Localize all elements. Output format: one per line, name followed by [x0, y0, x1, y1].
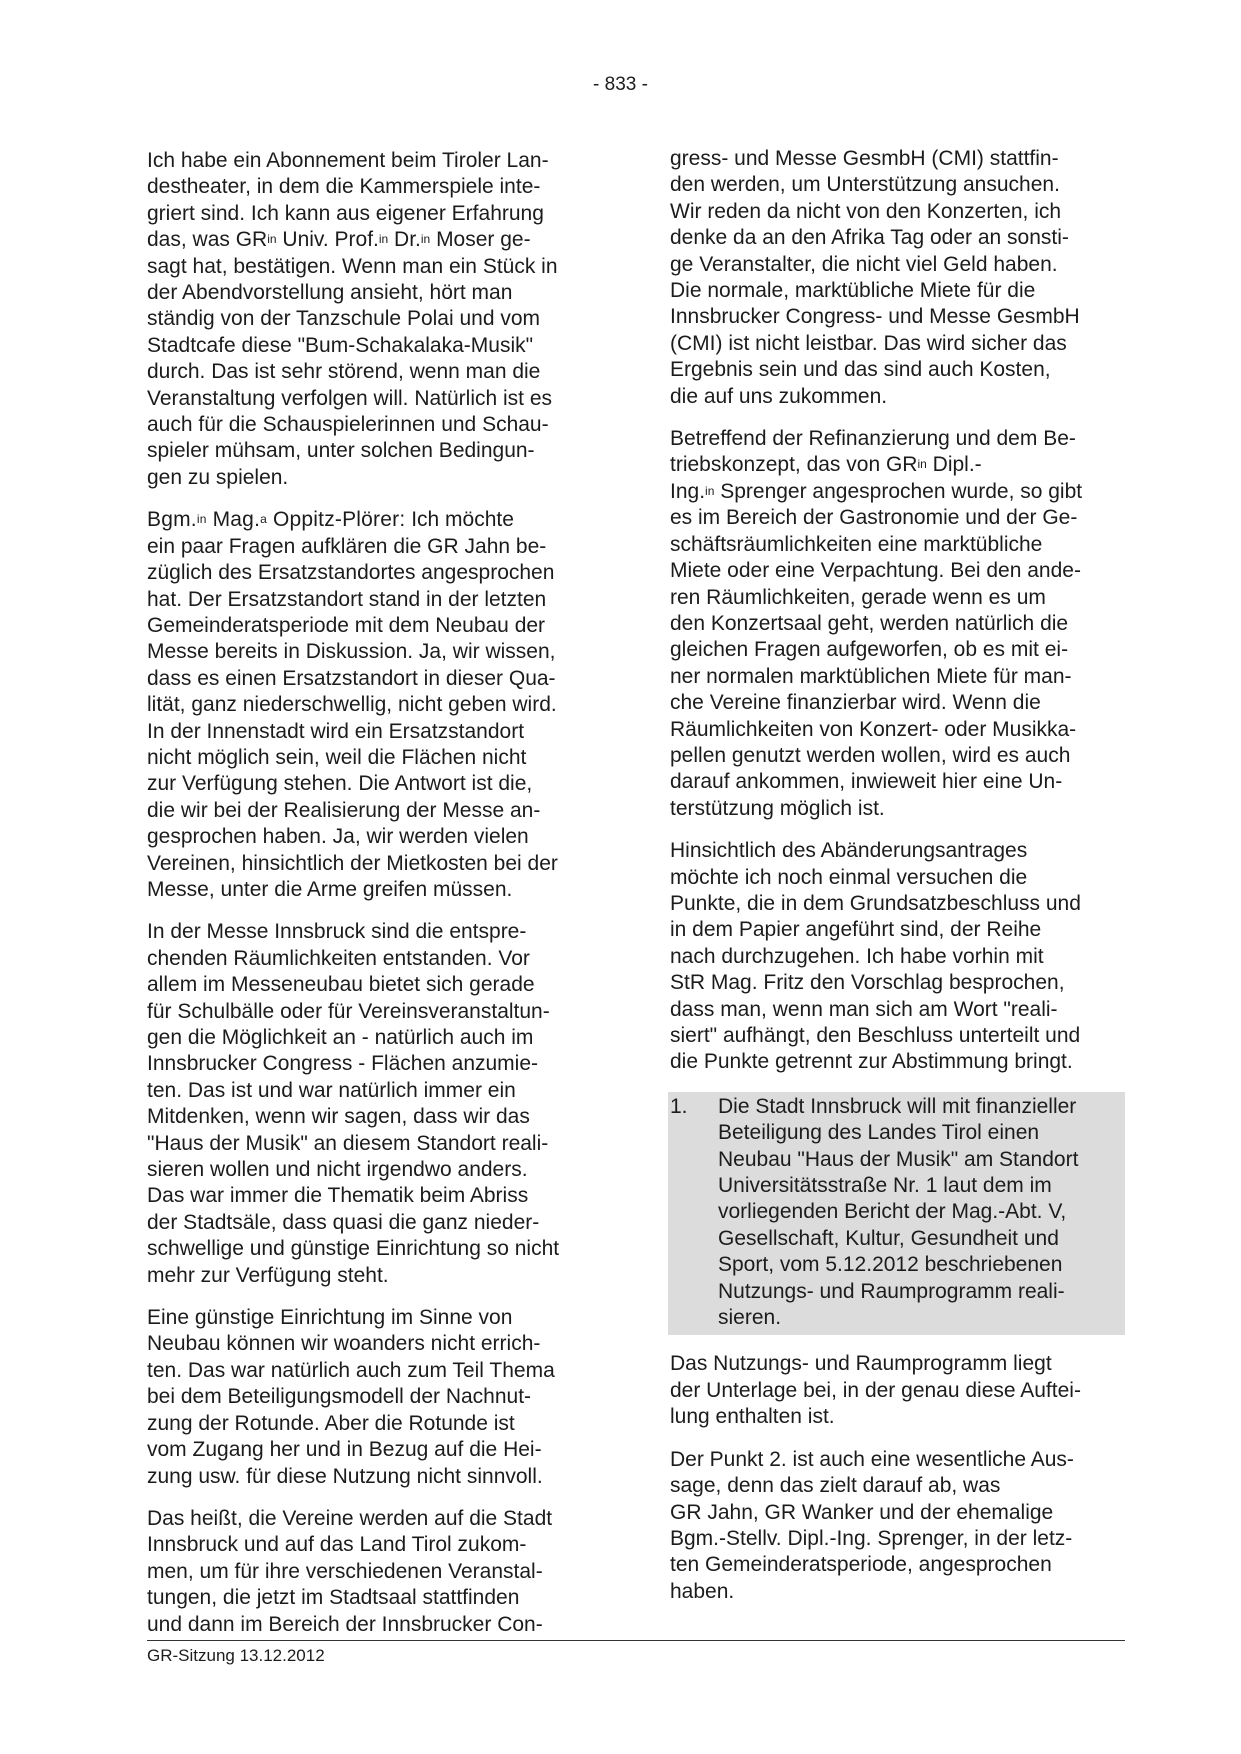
paragraph: Ich habe ein Abonnement beim Tiroler Lan- destheater, in dem die Kammerspiele inte- griert sind. Ich kann aus eigener Erfahrung das, was $GR^{in}$ Univ. Prof.$^{in}$ Dr.$^{in}$ Moser ge- sagt hat, bestätigen. Wenn man ein Stück in der Abendvorstellung ansieht, hört man ständig von der Tanzschule Polai und vom Stadtcafe diese "Bum-Schakalaka-Musik" durch. Das ist sehr störend, wenn man die Veranstaltung verfolgen will. Natürlich ist es auch für die Schauspielerinnen und Schau- spieler mühsam, unter solchen Bedingun- gen zu spielen. — [147, 149, 558, 489]
left-column — [147, 148, 597, 1654]
paragraph: gress- und Messe GesmbH (CMI) stattfin- den werden, um Unterstützung ansuchen. Wir reden da nicht von den Konzerten, ich denke da an den Afrika Tag oder an sonsti- ge Veranstalter, die nicht viel Geld haben. Die normale, marktübliche Miete für die Innsbrucker Congress- und Messe GesmbH (CMI) ist nicht leistbar. Das wird sicher das Ergebnis sein und das sind auch Kosten, die auf uns zukommen. — [670, 147, 1080, 408]
paragraph: Hinsichtlich des Abänderungsantrages möchte ich noch einmal versuchen die Punkte, die in dem Grundsatzbeschluss und in dem Papier angeführt sind, der Reihe nach durchzugehen. Ich habe vorhin mit StR Mag. Fritz den Vorschlag besprochen, dass man, wenn man sich am Wort "reali- siert" aufhängt, den Beschluss unterteilt und die Punkte getrennt zur Abstimmung bringt. — [670, 839, 1081, 1074]
right-column — [670, 146, 1125, 1621]
speaker-name: Bgm.$^{in}$ Mag.$^a$ Oppitz-Plörer: — [147, 508, 406, 532]
motion-text: Die Stadt Innsbruck will mit finanzieller Beteiligung des Landes Tirol einen Neubau "Haus der Musik" am Standort Universitätsstraße Nr. 1 laut dem im vorliegenden Bericht der Mag.-Abt. V, Gesellschaft, Kultur, Gesundheit und Sport, vom 5.12.2012 beschriebenen Nutzungs- und Raumprogramm reali- sieren. — [718, 1094, 1079, 1330]
paragraph: Der Punkt 2. ist auch eine wesentliche Aus- sage, denn das zielt darauf ab, was GR Jahn, GR Wanker und der ehemalige Bgm.-Stellv. Dipl.-Ing. Sprenger, in der letz- ten Gemeinderatsperiode, angesprochen haben. — [670, 1447, 1074, 1603]
paragraph: Eine günstige Einrichtung im Sinne von Neubau können wir woanders nicht errich- ten. Das war natürlich auch zum Teil Thema bei dem Beteiligungsmodell der Nachnut- zung der Rotunde. Aber die Rotunde ist vom Zugang her und in Bezug auf die Hei- zung usw. für diese Nutzung nicht sinnvoll. — [147, 1306, 555, 1488]
page-number: - 833 - — [593, 74, 648, 95]
paragraph: In der Messe Innsbruck sind die entspre- chenden Räumlichkeiten entstanden. Vor allem im Messeneubau bietet sich gerade für Schulbälle oder für Vereinsveranstaltun- gen die Möglichkeit an - natürlich auch im Innsbrucker Congress - Flächen anzumie- ten. Das ist und war natürlich immer ein Mitdenken, wenn wir sagen, dass wir das "Haus der Musik" an diesem Standort reali- sieren wollen und nicht irgendwo anders. Das war immer die Thematik beim Abriss der Stadtsäle, dass quasi die ganz nieder- schwellige und günstige Einrichtung so nicht mehr zur Verfügung steht. — [147, 920, 560, 1287]
paragraph: Das Nutzungs- und Raumprogramm liegt der Unterlage bei, in der genau diese Auftei- lung enthalten ist. — [670, 1352, 1081, 1429]
footer-text: GR-Sitzung 13.12.2012 — [147, 1646, 325, 1665]
motion-item-highlighted — [668, 1092, 1125, 1336]
paragraph-speaker: Bgm.$^{in}$ Mag.$^a$ Oppitz-Plörer: Ich möchte ein paar Fragen aufklären die GR Jahn be- züglich des Ersatzstandortes angesprochen hat. Der Ersatzstandort stand in der letzten Gemeinderatsperiode mit dem Neubau der Messe bereits in Diskussion. Ja, wir wissen, dass es einen Ersatzstandort in dieser Qua- lität, ganz niederschwellig, nicht geben wird. In der Innenstadt wird ein Ersatzstandort nicht möglich sein, weil die Flächen nicht zur Verfügung stehen. Die Antwort ist die, die wir bei der Realisierung der Messe an- gesprochen haben. Ja, wir werden vielen Vereinen, hinsichtlich der Mietkosten bei der Messe, unter die Arme greifen müssen. — [147, 508, 558, 901]
motion-number: 1. — [670, 1094, 688, 1118]
footer-divider — [147, 1640, 1125, 1641]
paragraph: Betreffend der Refinanzierung und dem Be- triebskonzept, das von $GR^{in}$ Dipl.- Ing.$^{in}$ Sprenger angesprochen wurde, so gibt es im Bereich der Gastronomie und der Ge- schäftsräumlichkeiten eine marktübliche Miete oder eine Verpachtung. Bei den ande- ren Räumlichkeiten, gerade wenn es um den Konzertsaal geht, werden natürlich die gleichen Fragen aufgeworfen, ob es mit ei- ner normalen marktüblichen Miete für man- che Vereine finanzierbar wird. Wenn die Räumlichkeiten von Konzert- oder Musikka- pellen genutzt werden wollen, wird es auch darauf ankommen, inwieweit hier eine Un- terstützung möglich ist. — [670, 427, 1083, 820]
paragraph: Das heißt, die Vereine werden auf die Stadt Innsbruck und auf das Land Tirol zukom- men, um für ihre verschiedenen Veranstal- tungen, die jetzt im Stadtsaal stattfinden und dann im Bereich der Innsbrucker Con- — [147, 1506, 553, 1636]
